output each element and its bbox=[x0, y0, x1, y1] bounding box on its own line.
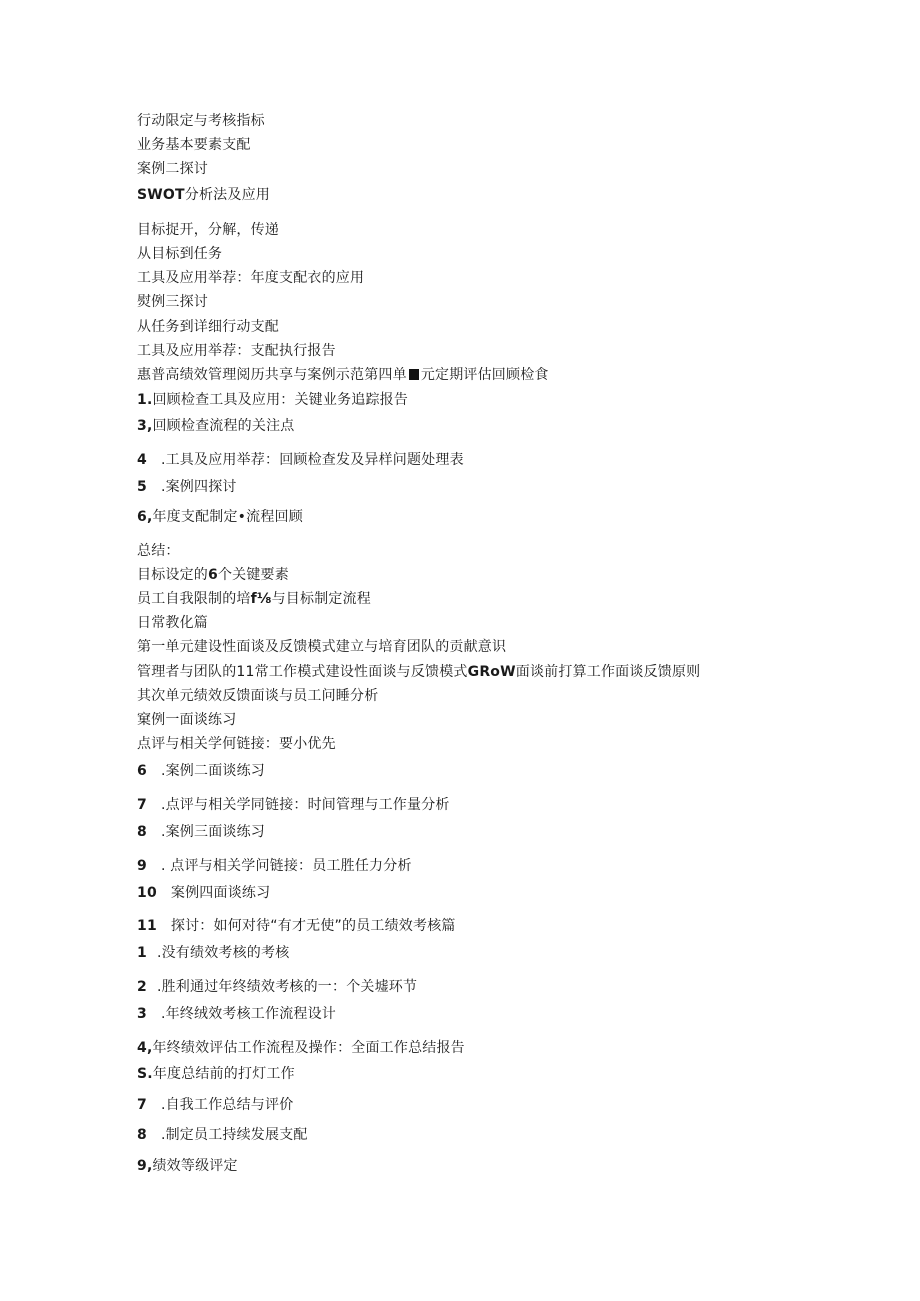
list-item: 6 .案例二面谈练习 bbox=[137, 763, 266, 779]
list-item: 1.回顾检查工具及应用：关键业务追踪报告 bbox=[137, 392, 409, 408]
list-item: 8 .制定员工持续发展支配 bbox=[137, 1127, 308, 1143]
text-line: 熨例三探讨 bbox=[137, 294, 208, 310]
text-line: 从目标到任务 bbox=[137, 246, 223, 262]
text-line: 点评与相关学何链接：要小优先 bbox=[137, 736, 336, 752]
list-item: 3 .年终绒效考核工作流程设计 bbox=[137, 1006, 337, 1022]
text-line: SWOT分析法及应用 bbox=[137, 187, 270, 203]
text-line: 目标设定的6个关键要素 bbox=[137, 567, 289, 583]
list-item: S.年度总结前的打灯工作 bbox=[137, 1066, 295, 1082]
list-item: 6,年度支配制定•流程回顾 bbox=[137, 509, 303, 525]
text-line: 窠例一面谈练习 bbox=[137, 712, 237, 728]
list-item: 9,绩效等级评定 bbox=[137, 1158, 238, 1174]
list-item: 3,回顾检查流程的关注点 bbox=[137, 418, 295, 434]
list-item: 11 探讨：如何对待“有才无使”的员工绩效考核篇 bbox=[137, 918, 456, 934]
list-item: 1 .没有绩效考核的考核 bbox=[137, 945, 290, 961]
text-line: 总结： bbox=[137, 543, 180, 559]
list-item: 7 .自我工作总结与评价 bbox=[137, 1097, 294, 1113]
text-line: 工具及应用举荐：支配执行报告 bbox=[137, 343, 336, 359]
list-item: 4 .工具及应用举荐：回顾检查发及异样问题处理表 bbox=[137, 452, 464, 468]
text-line: 其次单元绩效反馈面谈与员工问睡分析 bbox=[137, 688, 379, 704]
text-line: 案例二探讨 bbox=[137, 161, 208, 177]
text-line: 管理者与团队的11常工作模式建设性面谈与反馈模式GRoW面谈前打算工作面谈反馈原则 bbox=[137, 664, 701, 680]
text-line: 目标捉开，分解，传递 bbox=[137, 222, 279, 238]
list-item: 9 . 点评与相关学问链接：员工胜任力分析 bbox=[137, 858, 412, 874]
text-line: 第一单元建设性面谈及反馈模式建立与培育团队的贡献意识 bbox=[137, 639, 507, 655]
list-item: 2 .胜利通过年终绩效考核的一：个关墟环节 bbox=[137, 979, 418, 995]
list-item: 8 .案例三面谈练习 bbox=[137, 824, 266, 840]
text-line: 行动限定与考核指标 bbox=[137, 113, 265, 129]
list-item: 5 .案例四探讨 bbox=[137, 479, 237, 495]
list-item: 4,年终绩效评估工作流程及操作：全面工作总结报告 bbox=[137, 1040, 465, 1056]
text-line: 员工自我限制的培f⅛与目标制定流程 bbox=[137, 591, 371, 607]
black-square-icon bbox=[409, 369, 419, 380]
text-line: 惠普高绩效管理阅历共享与案例示范第四单 元定期评估回顾检食 bbox=[137, 367, 549, 383]
text-line: 日常教化篇 bbox=[137, 615, 208, 631]
text-line: 工具及应用举荐：年度支配衣的应用 bbox=[137, 270, 365, 286]
list-item: 10 案例四面谈练习 bbox=[137, 885, 271, 901]
list-item: 7 .点评与相关学同链接：时间管理与工作量分析 bbox=[137, 797, 450, 813]
text-line: 从任务到详细行动支配 bbox=[137, 319, 279, 335]
text-line: 业务基本要素支配 bbox=[137, 137, 251, 153]
